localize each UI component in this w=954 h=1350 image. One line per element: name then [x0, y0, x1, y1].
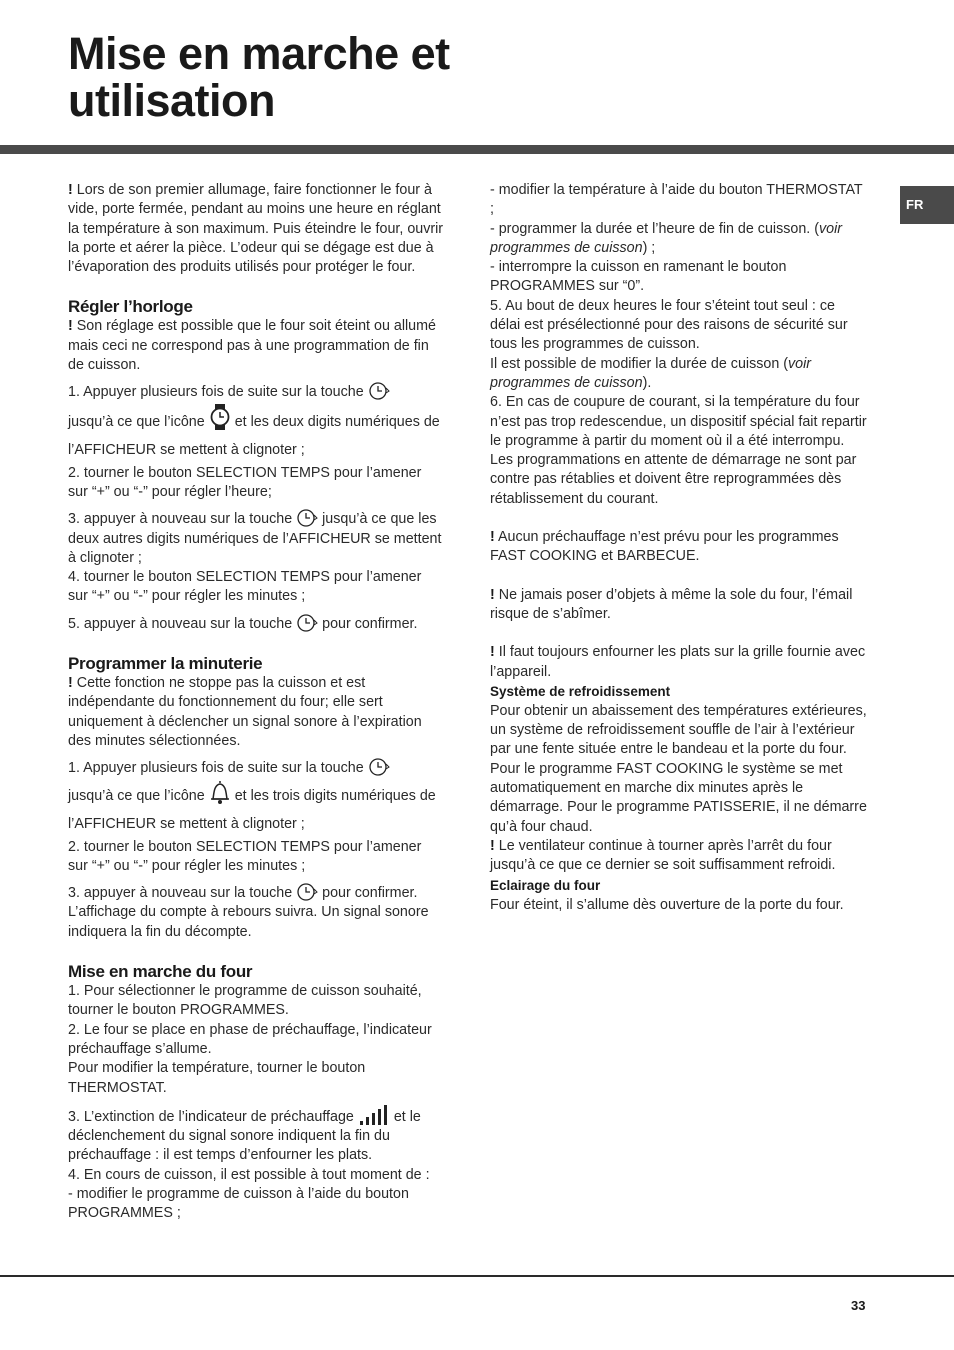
note-grill [490, 643, 867, 682]
start-step-6: 6. En cas de coupure de courant, si la température du four n’est pas trop redescendue, un dispositif spécial fait repartir le programme à partir du moment où il a été interrompu. Les programmations en attente de démarrage ne sont par contre pas rétablies et doivent être reprogrammées dès rétablissement du courant. [490, 394, 867, 507]
start-step-4d: - interrompre la cuisson en ramenant le bouton PROGRAMMES sur “0”. [490, 259, 787, 295]
section-heading-start: Mise en marche du four [68, 962, 253, 982]
section-heading-cooling: Système de refroidissement [490, 683, 671, 699]
start-step-3b: et le déclenchement du signal sonore indiquent la fin du préchauffage : il est temps d’enfourner les plats. [68, 1108, 421, 1164]
start-step-1: 1. Pour sélectionner le programme de cuisson souhaité, tourner le bouton PROGRAMMES. [68, 983, 422, 1019]
note-oven-floor-text: Ne jamais poser d’objets à même la sole du four, l’émail risque de s’abîmer. [490, 586, 853, 622]
note-oven-floor [490, 586, 867, 625]
start-step-4b: - modifier la température à l’aide du bouton THERMOSTAT ; [490, 182, 863, 218]
timer-step-3b: pour confirmer. L’affichage du compte à rebours suivra. Un signal sonore indiquera la fin du décompte. [68, 885, 429, 940]
clock-step-1c: et les deux digits numériques de l’AFFICHEUR se mettent à clignoter ; [68, 413, 440, 458]
timer-step-3 [68, 882, 444, 942]
clock-step-1a: 1. Appuyer plusieurs fois de suite sur la touche [68, 384, 364, 401]
start-step-5b [490, 355, 867, 394]
clock-key-icon [296, 882, 318, 902]
start-step-4a: - modifier le programme de cuisson à l’aide du bouton PROGRAMMES ; [68, 1185, 409, 1222]
start-step-2: 2. Le four se place en phase de préchauffage, l’indicateur préchauffage s’allume. [68, 1021, 432, 1057]
timer-step-1b: jusqu’à ce que l’icône [68, 787, 205, 804]
footer-rule [0, 1275, 954, 1277]
note-preheat [490, 528, 867, 567]
page-number: 33 [851, 1298, 866, 1313]
page-title-line-1: Mise en marche et [68, 28, 450, 79]
section-heading-clock: Régler l’horloge [68, 297, 193, 317]
clock-key-icon [368, 381, 390, 401]
timer-step-1 [68, 757, 444, 778]
start-step-3 [68, 1104, 444, 1166]
warning-mark: ! [68, 182, 73, 198]
warning-mark: ! [490, 586, 495, 603]
timer-note [68, 674, 444, 751]
timer-step-3a: 3. appuyer à nouveau sur la touche [68, 885, 293, 902]
timer-note-text: Cette fonction ne stoppe pas la cuisson et est indépendante du fonctionnement du four; elle sert uniquement à déclencher un signal sonore à l’expiration des minutes sélectionnées. [68, 675, 422, 749]
warning-mark: ! [490, 837, 495, 854]
start-step-5b-text: Il est possible de modifier la durée de cuisson ( [490, 355, 789, 372]
clock-step-1 [68, 381, 444, 402]
preheat-bars-icon [358, 1104, 390, 1126]
clock-step-4: 4. tourner le bouton SELECTION TEMPS pour l’amener sur “+” ou “-” pour régler les minutes ; [68, 569, 422, 605]
clock-step-3a: 3. appuyer à nouveau sur la touche [68, 511, 293, 528]
clock-note [68, 317, 444, 375]
clock-key-icon [296, 508, 318, 528]
section-heading-light: Eclairage du four [490, 877, 601, 893]
clock-key-icon [296, 613, 318, 633]
note-preheat-text: Aucun préchauffage n’est prévu pour les programmes FAST COOKING et BARBECUE. [490, 529, 839, 565]
clock-step-5 [68, 613, 444, 634]
clock-step-5a: 5. appuyer à nouveau sur la touche [68, 615, 293, 632]
timer-step-1c: et les trois digits numériques de l’AFFICHEUR se mettent à clignoter ; [68, 787, 436, 832]
start-step-3a: 3. L’extinction de l’indicateur de préchauffage [68, 1108, 354, 1125]
warning-mark: ! [68, 318, 73, 335]
start-step-2b: Pour modifier la température, tourner le bouton THERMOSTAT. [68, 1060, 366, 1096]
warning-mark: ! [490, 644, 495, 661]
start-step-4c-ref: voir programmes de cuisson [490, 220, 843, 256]
left-column [68, 181, 444, 1224]
start-step-5: 5. Au bout de deux heures le four s’éteint tout seul : ce délai est présélectionné pour des raisons de sécurité sur tous les programmes de cuisson. [490, 297, 848, 353]
timer-step-1-icon-line [68, 779, 444, 838]
warning-mark: ! [68, 675, 73, 692]
section-heading-timer: Programmer la minuterie [68, 654, 263, 674]
clock-note-text: Son réglage est possible que le four soit éteint ou allumé mais ceci ne correspond pas à une programmation de fin de cuisson. [68, 318, 436, 374]
header-rule [0, 145, 954, 154]
warning-mark: ! [490, 529, 495, 546]
start-step-4c-end: ) ; [642, 239, 656, 256]
start-step-5b-ref: voir programmes de cuisson [490, 355, 812, 391]
intro-text: Lors de son premier allumage, faire fonctionner le four à vide, porte fermée, pendant au moins une heure en réglant la température à son maximum. Puis éteindre le four, ouvrir la porte et aérer la pièce. L’odeur qui se dégage est due à l’évaporation des produits utilisés pour protéger le four. [68, 182, 444, 276]
timer-step-2: 2. tourner le bouton SELECTION TEMPS pour l’amener sur “+” ou “-” pour régler les minutes ; [68, 838, 422, 874]
cooling-note [490, 837, 867, 876]
language-tab: FR [900, 186, 954, 224]
clock-step-3 [68, 508, 444, 568]
page-title [68, 30, 450, 124]
start-step-4: 4. En cours de cuisson, il est possible à tout moment de : [68, 1166, 430, 1183]
clock-step-3b: jusqu’à ce que les deux autres digits numériques de l’AFFICHEUR se mettent à clignoter ; [68, 511, 442, 566]
clock-step-1-icon-line [68, 403, 444, 464]
cooling-note-text: Le ventilateur continue à tourner après l’arrêt du four jusqu’à ce que ce dernier se soit suffisamment refroidi. [490, 837, 836, 874]
right-column [490, 181, 867, 915]
start-step-5b-end: ). [642, 374, 652, 391]
watch-icon [209, 403, 231, 431]
start-step-4c-text: - programmer la durée et l’heure de fin de cuisson. ( [490, 220, 819, 237]
timer-step-1a: 1. Appuyer plusieurs fois de suite sur la touche [68, 760, 364, 777]
clock-step-5b: pour confirmer. [322, 615, 418, 632]
page-title-line-2: utilisation [68, 75, 275, 126]
bell-icon [209, 779, 231, 805]
clock-step-1b: jusqu’à ce que l’icône [68, 413, 205, 430]
clock-step-2: 2. tourner le bouton SELECTION TEMPS pour l’amener sur “+” ou “-” pour régler l’heure; [68, 464, 422, 500]
start-step-4c [490, 220, 867, 259]
cooling-text: Pour obtenir un abaissement des températures extérieures, un système de refroidissement souffle de l’air à l’extérieur par une fente située entre le bandeau et la porte du four. Pour le programme FAST COOKING le système se met automatiquement en marche dix minutes après le démarrage. Pour le programme PATISSERIE, il ne démarre qu’à four chaud. [490, 702, 867, 835]
clock-key-icon [368, 757, 390, 777]
note-grill-text: Il faut toujours enfourner les plats sur la grille fournie avec l’appareil. [490, 644, 866, 680]
light-text: Four éteint, il s’allume dès ouverture de la porte du four. [490, 896, 844, 913]
intro-paragraph [68, 181, 444, 277]
